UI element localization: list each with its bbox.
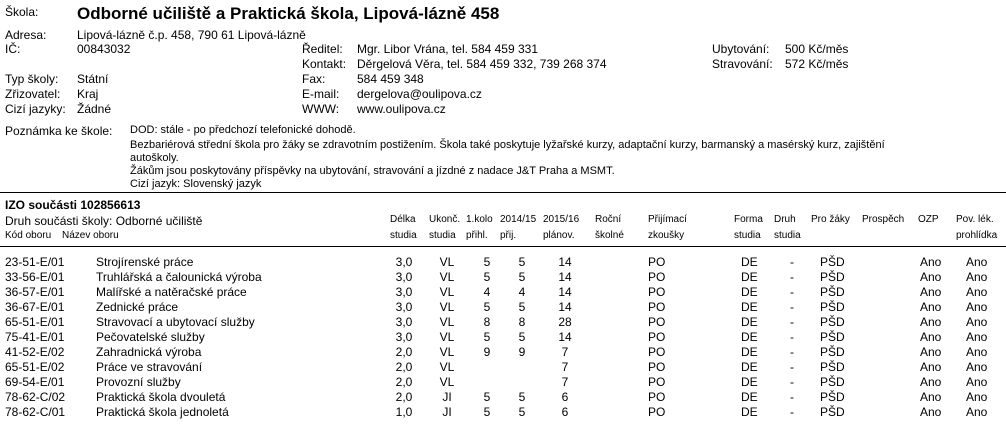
header-form-line2: studia: [734, 230, 761, 241]
cell-code: 33-56-E/01: [5, 270, 65, 284]
meals-value: 572 Kč/měs: [785, 57, 849, 71]
cell-p2: 9: [518, 345, 526, 359]
header-medical: Pov. lék.: [956, 214, 994, 225]
cell-len: 3,0: [395, 330, 413, 344]
cell-len: 2,0: [395, 375, 413, 389]
cell-form: DE: [741, 285, 758, 299]
header-exam: Přijímací: [648, 214, 687, 225]
meals-label: Stravování:: [712, 57, 773, 71]
address-value: Lipová-lázně č.p. 458, 790 61 Lipová-lázně: [77, 28, 306, 42]
cell-plan: 14: [558, 285, 572, 299]
cell-name: Provozní služby: [96, 375, 181, 389]
cell-p1: 5: [483, 300, 491, 314]
header-planned-line2: plánov.: [543, 230, 575, 241]
contact-label: Kontakt:: [302, 57, 347, 71]
cell-p1: 5: [483, 405, 491, 419]
email-label: E-mail:: [302, 87, 340, 101]
cell-kind: -: [790, 360, 794, 374]
cell-med: Ano: [966, 270, 988, 284]
cell-len: 2,0: [395, 390, 413, 404]
cell-end: VL: [439, 285, 455, 299]
cell-exam: PO: [648, 390, 666, 404]
cell-code: 36-67-E/01: [5, 300, 65, 314]
cell-end: VL: [439, 330, 455, 344]
cell-code: 69-54-E/01: [5, 375, 65, 389]
cell-form: DE: [741, 375, 758, 389]
cell-form: DE: [741, 345, 758, 359]
cell-kind: -: [790, 270, 794, 284]
fax-label: Fax:: [302, 72, 326, 86]
cell-kind: -: [790, 405, 794, 419]
cell-len: 3,0: [395, 300, 413, 314]
cell-name: Praktická škola jednoletá: [96, 405, 229, 419]
founder-value: Kraj: [77, 87, 99, 101]
cell-ozp: Ano: [920, 255, 942, 269]
cell-code: 78-62-C/01: [5, 405, 66, 419]
cell-kind: -: [790, 255, 794, 269]
cell-len: 2,0: [395, 360, 413, 374]
cell-for: PŠD: [820, 390, 845, 404]
cell-form: DE: [741, 315, 758, 329]
housing-value: 500 Kč/měs: [785, 42, 849, 56]
header-round1: 1.kolo: [466, 214, 493, 225]
cell-p1: 5: [483, 390, 491, 404]
cell-ozp: Ano: [920, 285, 942, 299]
cell-p2: 4: [518, 285, 526, 299]
note-label: Poznámka ke škole:: [5, 124, 113, 138]
cell-form: DE: [741, 270, 758, 284]
cell-for: PŠD: [820, 375, 845, 389]
component-kind: Druh součásti školy: Odborné učiliště: [5, 214, 203, 228]
header-exam-line2: zkoušky: [648, 230, 685, 241]
cell-form: DE: [741, 390, 758, 404]
cell-kind: -: [790, 300, 794, 314]
cell-med: Ano: [966, 405, 988, 419]
cell-code: 36-57-E/01: [5, 285, 65, 299]
cell-plan: 28: [558, 315, 572, 329]
cell-med: Ano: [966, 360, 988, 374]
cell-form: DE: [741, 360, 758, 374]
ic-label: IČ:: [5, 42, 21, 56]
cell-p2: 5: [518, 270, 526, 284]
cell-len: 1,0: [395, 405, 413, 419]
cell-p2: 5: [518, 255, 526, 269]
cell-for: PŠD: [820, 345, 845, 359]
cell-exam: PO: [648, 375, 666, 389]
cell-for: PŠD: [820, 405, 845, 419]
cell-for: PŠD: [820, 315, 845, 329]
header-kind: Druh: [774, 214, 796, 225]
cell-p2: 5: [518, 405, 526, 419]
name-header: Název oboru: [62, 230, 119, 241]
note-line: Cizí jazyk: Slovenský jazyk: [130, 178, 262, 190]
cell-code: 23-51-E/01: [5, 255, 65, 269]
cell-for: PŠD: [820, 360, 845, 374]
cell-name: Práce ve stravování: [96, 360, 203, 374]
cell-plan: 7: [561, 375, 569, 389]
header-fee-line2: školné: [595, 230, 624, 241]
header-medical-line2: prohlídka: [956, 230, 998, 241]
cell-end: JI: [442, 405, 452, 419]
note-line: Bezbariérová střední škola pro žáky se zdravotním postižením. Škola také poskytuje lyžařské kurzy, adaptační kurzy, barmanský a masérský kurz, zajištění: [130, 139, 885, 151]
cell-name: Truhlářská a čalounická výroba: [96, 270, 262, 284]
cell-exam: PO: [648, 270, 666, 284]
cell-kind: -: [790, 375, 794, 389]
cell-for: PŠD: [820, 255, 845, 269]
cell-len: 3,0: [395, 255, 413, 269]
housing-label: Ubytování:: [712, 42, 770, 56]
cell-code: 65-51-E/02: [5, 360, 65, 374]
cell-exam: PO: [648, 300, 666, 314]
section-divider: [0, 192, 1006, 193]
cell-med: Ano: [966, 390, 988, 404]
address-label: Adresa:: [5, 28, 47, 42]
cell-med: Ano: [966, 300, 988, 314]
cell-p2: 8: [518, 315, 526, 329]
cell-end: VL: [439, 360, 455, 374]
cell-kind: -: [790, 345, 794, 359]
header-fee: Roční: [595, 214, 622, 225]
note-line: autoškoly.: [130, 152, 179, 164]
www-link[interactable]: www.oulipova.cz: [357, 102, 446, 116]
cell-end: VL: [439, 345, 455, 359]
cell-name: Praktická škola dvouletá: [96, 390, 226, 404]
header-ozp: OZP: [918, 214, 939, 225]
cell-kind: -: [790, 315, 794, 329]
cell-med: Ano: [966, 345, 988, 359]
contact-value: Děrgelová Věra, tel. 584 459 332, 739 268 374: [357, 57, 607, 71]
ic-value: 00843032: [77, 42, 131, 56]
cell-exam: PO: [648, 330, 666, 344]
cell-kind: -: [790, 330, 794, 344]
cell-name: Malířské a natěračské práce: [96, 285, 247, 299]
cell-name: Zahradnická výroba: [96, 345, 202, 359]
languages-value: Žádné: [77, 102, 112, 116]
header-admitted-line2: přij.: [500, 230, 517, 241]
cell-form: DE: [741, 300, 758, 314]
cell-plan: 14: [558, 300, 572, 314]
cell-len: 3,0: [395, 285, 413, 299]
header-for-students: Pro žáky: [811, 214, 850, 225]
header-grades: Prospěch: [862, 214, 905, 225]
cell-for: PŠD: [820, 270, 845, 284]
header-round1-line2: přihl.: [466, 230, 488, 241]
cell-p2: 5: [518, 300, 526, 314]
cell-exam: PO: [648, 285, 666, 299]
cell-exam: PO: [648, 315, 666, 329]
cell-p1: 5: [483, 330, 491, 344]
cell-ozp: Ano: [920, 330, 942, 344]
header-divider: [0, 246, 1006, 247]
cell-end: VL: [439, 300, 455, 314]
cell-p1: 8: [483, 315, 491, 329]
cell-name: Stravovací a ubytovací služby: [96, 315, 255, 329]
languages-label: Cizí jazyky:: [5, 102, 66, 116]
cell-end: VL: [439, 375, 455, 389]
cell-for: PŠD: [820, 330, 845, 344]
cell-code: 78-62-C/02: [5, 390, 66, 404]
cell-end: VL: [439, 255, 455, 269]
type-label: Typ školy:: [5, 72, 59, 86]
director-label: Ředitel:: [302, 42, 343, 56]
cell-plan: 7: [561, 360, 569, 374]
cell-ozp: Ano: [920, 270, 942, 284]
cell-kind: -: [790, 390, 794, 404]
cell-med: Ano: [966, 255, 988, 269]
cell-p1: 5: [483, 255, 491, 269]
cell-p2: 5: [518, 330, 526, 344]
cell-p1: 4: [483, 285, 491, 299]
cell-for: PŠD: [820, 285, 845, 299]
note-line: DOD: stále - po předchozí telefonické dohodě.: [130, 124, 356, 136]
cell-form: DE: [741, 330, 758, 344]
code-header: Kód oboru: [5, 230, 52, 241]
type-value: Státní: [77, 72, 109, 86]
cell-exam: PO: [648, 255, 666, 269]
cell-form: DE: [741, 405, 758, 419]
cell-end: JI: [442, 390, 452, 404]
cell-for: PŠD: [820, 300, 845, 314]
email-link[interactable]: dergelova@oulipova.cz: [357, 87, 482, 101]
www-label: WWW:: [302, 102, 340, 116]
cell-ozp: Ano: [920, 315, 942, 329]
cell-ozp: Ano: [920, 390, 942, 404]
cell-plan: 7: [561, 345, 569, 359]
cell-ozp: Ano: [920, 300, 942, 314]
cell-len: 3,0: [395, 315, 413, 329]
header-completion-line2: studia: [429, 230, 456, 241]
cell-name: Pečovatelské služby: [96, 330, 205, 344]
cell-exam: PO: [648, 405, 666, 419]
cell-p1: 9: [483, 345, 491, 359]
cell-ozp: Ano: [920, 345, 942, 359]
cell-ozp: Ano: [920, 360, 942, 374]
cell-kind: -: [790, 285, 794, 299]
cell-code: 65-51-E/01: [5, 315, 65, 329]
cell-name: Strojírenské práce: [96, 255, 194, 269]
cell-form: DE: [741, 255, 758, 269]
cell-code: 75-41-E/01: [5, 330, 65, 344]
header-completion: Ukonč.: [429, 214, 461, 225]
cell-end: VL: [439, 315, 455, 329]
cell-name: Zednické práce: [96, 300, 179, 314]
fax-value: 584 459 348: [357, 72, 424, 86]
header-admitted: 2014/15: [500, 214, 537, 225]
cell-plan: 14: [558, 270, 572, 284]
cell-exam: PO: [648, 360, 666, 374]
cell-med: Ano: [966, 285, 988, 299]
cell-len: 3,0: [395, 270, 413, 284]
cell-med: Ano: [966, 330, 988, 344]
header-form: Forma: [734, 214, 763, 225]
cell-p2: 5: [518, 390, 526, 404]
cell-plan: 14: [558, 255, 572, 269]
cell-ozp: Ano: [920, 405, 942, 419]
cell-med: Ano: [966, 375, 988, 389]
header-kind-line2: studia: [774, 230, 801, 241]
header-length: Délka: [390, 214, 416, 225]
cell-p1: 5: [483, 270, 491, 284]
cell-med: Ano: [966, 315, 988, 329]
izo-label: IZO součásti 102856613: [5, 198, 141, 212]
cell-exam: PO: [648, 345, 666, 359]
founder-label: Zřizovatel:: [5, 87, 61, 101]
cell-end: VL: [439, 270, 455, 284]
director-value: Mgr. Libor Vrána, tel. 584 459 331: [357, 42, 539, 56]
school-label: Škola:: [5, 5, 39, 19]
school-name: Odborné učiliště a Praktická škola, Lipová-lázně 458: [77, 4, 500, 23]
cell-plan: 6: [561, 405, 569, 419]
cell-ozp: Ano: [920, 375, 942, 389]
cell-code: 41-52-E/02: [5, 345, 65, 359]
cell-len: 2,0: [395, 345, 413, 359]
header-length-line2: studia: [390, 230, 417, 241]
note-line: Žákům jsou poskytovány příspěvky na ubytování, stravování a jízdné z nadace J&T Praha a MSMT.: [130, 165, 615, 177]
cell-plan: 14: [558, 330, 572, 344]
cell-plan: 6: [561, 390, 569, 404]
header-planned: 2015/16: [543, 214, 580, 225]
